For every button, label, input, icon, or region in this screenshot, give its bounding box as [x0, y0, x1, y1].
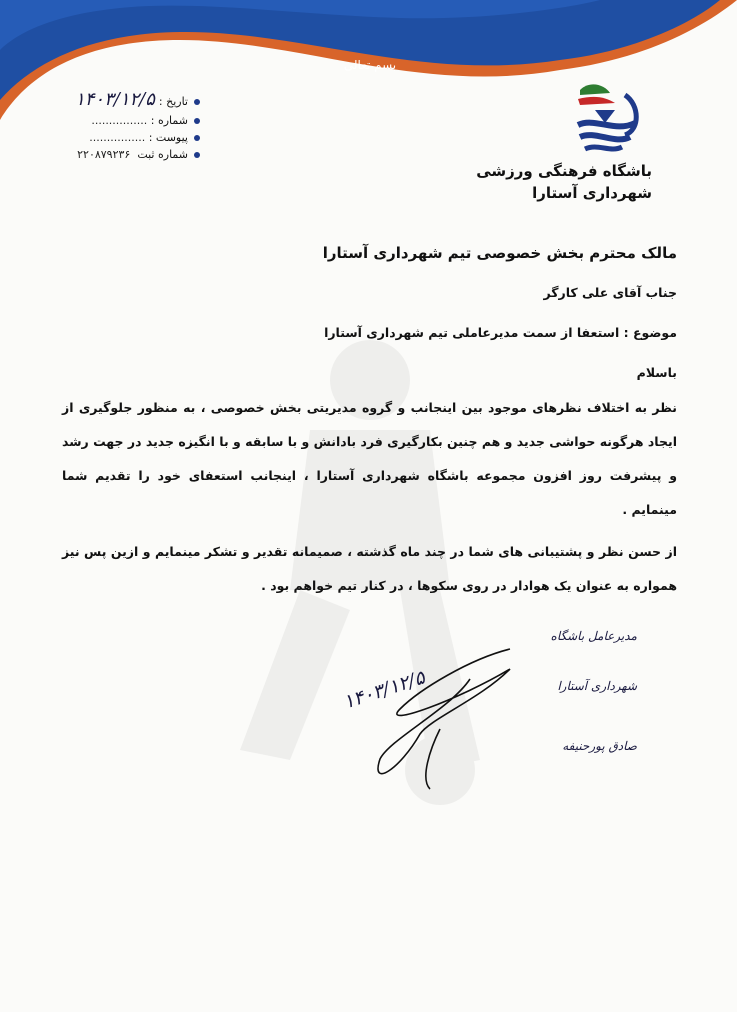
meta-attachment: پیوست : ................ — [20, 129, 200, 146]
bullet-icon — [194, 99, 200, 105]
signature-name: صادق پورحنیفه — [562, 739, 637, 753]
letter-meta — [20, 88, 200, 163]
signature-title: مدیرعامل باشگاه — [550, 629, 637, 643]
handwritten-date: ۱۴۰۳/۱۲/۵ — [75, 89, 155, 110]
signature-date: ۱۴۰۳/۱۲/۵ — [340, 666, 428, 714]
meta-date: تاریخ :۱۴۰۳/۱۲/۵ — [20, 88, 200, 112]
paragraph-1: نظر به اختلاف نظرهای موجود بین اینجانب و گروه مدیریتی بخش خصوصی ، به منظور جلوگیری از ایجاد هرگونه حواشی جدید و هم چنین بکارگیری فرد بادانش و با سابقه و با انگیزه جدید در جهت رشد و پیشرفت روز افزون مجموعه باشگاه شهرداری آستارا ، اینجانب استعفای خود را تقدیم شما مینمایم . — [62, 400, 677, 517]
bismillah: بسم تعالی — [343, 58, 397, 72]
club-logo-icon — [570, 75, 645, 155]
signature-scribble-icon — [360, 639, 530, 799]
bullet-icon — [194, 152, 200, 158]
paragraph-2: از حسن نظر و پشتیبانی های شما در چند ماه گذشته ، صمیمانه تقدیر و تشکر مینمایم و ازین پس نیز همواره به عنوان یک هوادار در روی سکوها ، در کنار تیم خواهم بود . — [62, 544, 677, 593]
meta-number: شماره : ................ — [20, 112, 200, 129]
signature-block — [62, 619, 677, 819]
bullet-icon — [194, 135, 200, 141]
addressee: جناب آقای علی کارگر — [543, 285, 677, 300]
meta-registration: شماره ثبت ۲۲۰۸۷۹۲۳۶ — [20, 146, 200, 163]
signature-org: شهرداری آستارا — [557, 679, 637, 693]
subject: موضوع : استعفا از سمت مدیرعاملی تیم شهرداری آستارا — [324, 325, 677, 340]
bullet-icon — [194, 118, 200, 124]
club-name: باشگاه فرهنگی ورزشی شهرداری آستارا — [476, 162, 652, 202]
letter-body — [62, 243, 677, 819]
recipient: مالک محترم بخش خصوصی تیم شهرداری آستارا — [322, 244, 677, 262]
greeting: باسلام — [636, 365, 677, 380]
